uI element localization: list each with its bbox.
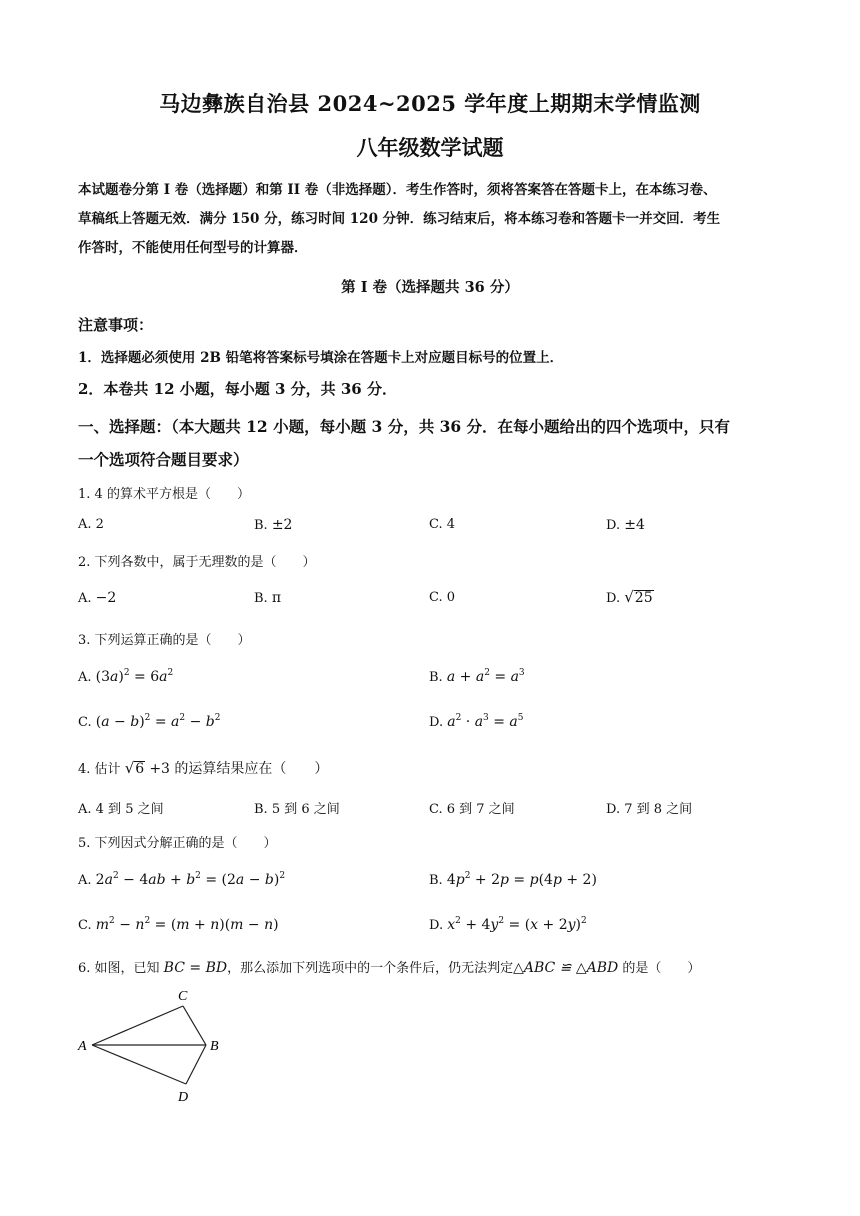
- q5-option-b: [429, 871, 597, 888]
- q2-option-d-radicand: 25: [634, 590, 653, 606]
- q5-option-c-label: C.: [78, 918, 92, 933]
- q3-option-d: [429, 713, 524, 730]
- question-6-stem: [78, 957, 700, 976]
- q6-stem-prefix: 6. 如图，已知: [78, 961, 164, 976]
- segment-ad: [92, 1045, 186, 1084]
- segment-db: [186, 1045, 206, 1084]
- exam-subtitle: 八年级数学试题: [356, 135, 504, 160]
- q2-option-d: [606, 588, 654, 606]
- q4-option-b: B. 5 到 6 之间: [254, 802, 340, 817]
- notes-title: 注意事项：: [78, 316, 154, 334]
- q4-option-a: A. 4 到 5 之间: [78, 802, 164, 817]
- note-2: 2．本卷共 12 小题，每小题 3 分，共 36 分．: [78, 380, 397, 398]
- q4-stem-radicand: 6: [135, 761, 145, 777]
- q3-option-b-label: B.: [429, 670, 443, 685]
- q6-stem-equation: BC = BD: [163, 960, 228, 976]
- q1-option-b-value: ±2: [271, 517, 293, 533]
- vertex-label-a: A: [78, 1039, 87, 1054]
- vertex-label-b: B: [210, 1039, 219, 1054]
- intro-line-3: 作答时，不能使用任何型号的计算器．: [78, 240, 308, 256]
- q4-stem-suffix: +3 的运算结果应在（ ）: [149, 761, 329, 777]
- q1-option-d: [606, 517, 645, 533]
- q2-option-a-label: A.: [78, 591, 92, 606]
- q2-option-a-value: −2: [95, 590, 117, 606]
- q2-option-b-value: π: [271, 590, 282, 606]
- q1-option-c: C. 4: [429, 517, 456, 532]
- q3-option-c: [78, 713, 220, 730]
- q5-option-c-formula: $m^2 - n^2 = (m + n)(m - n)$: [95, 916, 279, 933]
- q2-option-b: [254, 590, 281, 606]
- q1-option-d-value: ±4: [624, 517, 645, 533]
- q1-option-b-label: B.: [254, 518, 268, 533]
- q5-option-c: [78, 916, 279, 933]
- question-1-stem: 1. 4 的算术平方根是（ ）: [78, 487, 250, 502]
- q3-option-d-formula: $a^2 \cdot a^3 = a^5$: [447, 713, 524, 730]
- q5-option-d-label: D.: [429, 918, 444, 933]
- q3-option-b-formula: $a + a^2 = a^3$: [446, 668, 525, 685]
- q5-option-a: [78, 871, 285, 888]
- segment-cb: [183, 1006, 206, 1045]
- q1-option-a: A. 2: [78, 517, 104, 532]
- q4-option-d: D. 7 到 8 之间: [606, 802, 693, 817]
- question-2-stem: 2. 下列各数中，属于无理数的是（ ）: [78, 555, 316, 570]
- sqrt-symbol: √: [124, 759, 135, 777]
- q3-option-a: [78, 668, 173, 685]
- q5-option-a-label: A.: [78, 873, 92, 888]
- intro-line-1: 本试题卷分第 I 卷（选择题）和第 II 卷（非选择题）．考生作答时，须将答案答在答题卡上，在本练习卷、: [78, 182, 717, 198]
- q1-option-b: [254, 517, 292, 533]
- question-5-stem: 5. 下列因式分解正确的是（ ）: [78, 836, 277, 851]
- q3-option-a-label: A.: [78, 670, 92, 685]
- note-1: 1．选择题必须使用 2B 铅笔将答案标号填涂在答题卡上对应题目标号的位置上．: [78, 350, 564, 366]
- q5-option-d-formula: $x^2 + 4y^2 = (x + 2y)^2$: [447, 916, 587, 933]
- part-heading-line-1: 一、选择题：（本大题共 12 小题，每小题 3 分，共 36 分．在每小题给出的四个选项中，只有: [78, 417, 731, 436]
- q2-option-a: [78, 590, 116, 606]
- exam-title: 马边彝族自治县 2024~2025 学年度上期期末学情监测: [159, 91, 701, 116]
- q2-option-c: C. 0: [429, 590, 456, 605]
- q2-option-d-label: D.: [606, 591, 621, 606]
- intro-paragraph: [78, 176, 790, 263]
- q6-stem-middle: ，那么添加下列选项中的一个条件后，仍无法判定: [227, 961, 514, 976]
- q3-option-c-formula: $(a - b)^2 = a^2 - b^2$: [95, 713, 221, 730]
- vertex-label-c: C: [178, 989, 188, 1004]
- vertex-label-d: D: [178, 1090, 189, 1105]
- question-3-stem: 3. 下列运算正确的是（ ）: [78, 633, 251, 648]
- q5-option-b-label: B.: [429, 873, 443, 888]
- q5-option-b-formula: $4p^2 + 2p = p(4p + 2)$: [446, 871, 597, 888]
- q5-option-d: [429, 916, 587, 933]
- q3-option-b: [429, 668, 525, 685]
- question-4-stem: [78, 758, 328, 778]
- intro-line-2: 草稿纸上答题无效．满分 150 分，练习时间 120 分钟．练习结束后，将本练习卷和答题卡一并交回．考生: [78, 211, 721, 227]
- q2-option-b-label: B.: [254, 591, 268, 606]
- q4-option-c: C. 6 到 7 之间: [429, 802, 515, 817]
- sqrt-symbol: √: [624, 588, 634, 606]
- q1-option-d-label: D.: [606, 518, 621, 533]
- q5-option-a-formula: $2a^2 - 4ab + b^2 = (2a - b)^2$: [95, 871, 286, 888]
- q6-stem-congruence: △ABC ≌ △ABD: [513, 960, 619, 976]
- segment-ac: [92, 1006, 183, 1045]
- triangle-figure: [74, 985, 234, 1110]
- q3-option-d-label: D.: [429, 715, 444, 730]
- q6-stem-suffix: 的是（ ）: [618, 961, 701, 976]
- part-heading: [78, 410, 790, 476]
- part-heading-line-2: 一个选项符合题目要求）: [78, 450, 249, 469]
- section-heading: 第 I 卷（选择题共 36 分）: [341, 279, 519, 296]
- q3-option-a-formula: $(3a)^2 = 6a^2$: [95, 668, 174, 685]
- q4-stem-prefix: 4. 估计: [78, 762, 121, 777]
- q3-option-c-label: C.: [78, 715, 92, 730]
